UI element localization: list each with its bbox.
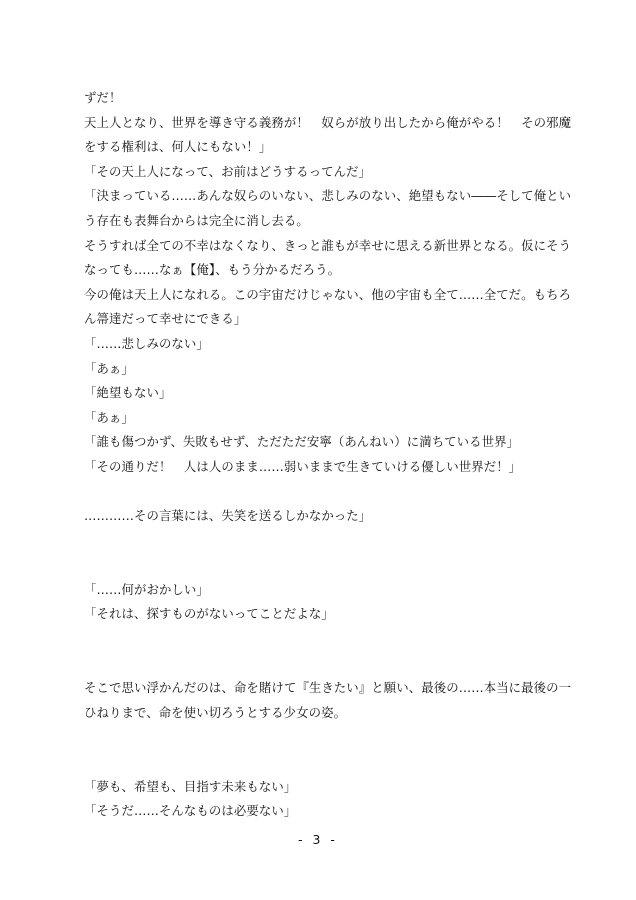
text-line: ん箒達だって幸せにできる」	[84, 311, 247, 327]
blank-line	[84, 529, 564, 554]
text-line: …………その言葉には、失笑を送るしかなかった」	[84, 508, 372, 524]
text-line: う存在も表舞台からは完全に消し去る。	[84, 212, 309, 228]
text-line: 「夢も、希望も、目指す未来もない」	[84, 778, 297, 794]
page-number: - 3 -	[298, 832, 338, 847]
text-line: 「……何がおかしい」	[84, 581, 209, 597]
blank-line	[84, 627, 564, 652]
text-line: 今の俺は天上人になれる。この宇宙だけじゃない、他の宇宙も全て……全てだ。もちろ	[84, 286, 572, 302]
text-line: 「それは、探すものがないってことだよな」	[84, 606, 334, 622]
text-line: 「誰も傷つかず、失敗もせず、ただただ安寧（あんねい）に満ちている世界」	[84, 434, 520, 450]
blank-line	[84, 725, 564, 750]
blank-line	[84, 652, 564, 677]
blank-line	[84, 553, 564, 578]
text-line: 「……悲しみのない」	[84, 335, 209, 351]
text-line: 「そうだ……そんなものは必要ない」	[84, 803, 297, 819]
text-line: そこで思い浮かんだのは、命を賭けて『生きたい』と願い、最後の……本当に最後の一	[84, 680, 572, 696]
text-line: ずだ！	[84, 90, 122, 105]
blank-line	[84, 480, 564, 505]
text-line: 「その通りだ！ 人は人のまま……弱いままで生きていける優しい世界だ！」	[84, 458, 522, 474]
text-line: そうすれば全ての不幸はなくなり、きっと誰もが幸せに思える新世界となる。仮にそう	[84, 237, 572, 253]
body-text	[84, 86, 572, 824]
text-line: 「あぁ」	[84, 360, 134, 376]
text-line: なっても……なぁ【俺】、もう分かるだろう。	[84, 262, 341, 278]
text-line: 「あぁ」	[84, 409, 134, 425]
text-line: をする権利は、何人にもない！」	[84, 139, 272, 155]
text-line: ひねりまで、命を使い切ろうとする少女の姿。	[84, 704, 347, 720]
text-line: 「決まっている……あんな奴らのいない、悲しみのない、絶望もない――そして俺とい	[84, 188, 572, 204]
text-line: 「その天上人になって、お前はどうするってんだ」	[84, 163, 372, 179]
text-line: 天上人となり、世界を導き守る義務が！ 奴らが放り出したから俺がやる！ その邪魔	[84, 114, 572, 130]
text-line: 「絶望もない」	[84, 385, 172, 401]
blank-line	[84, 750, 564, 775]
